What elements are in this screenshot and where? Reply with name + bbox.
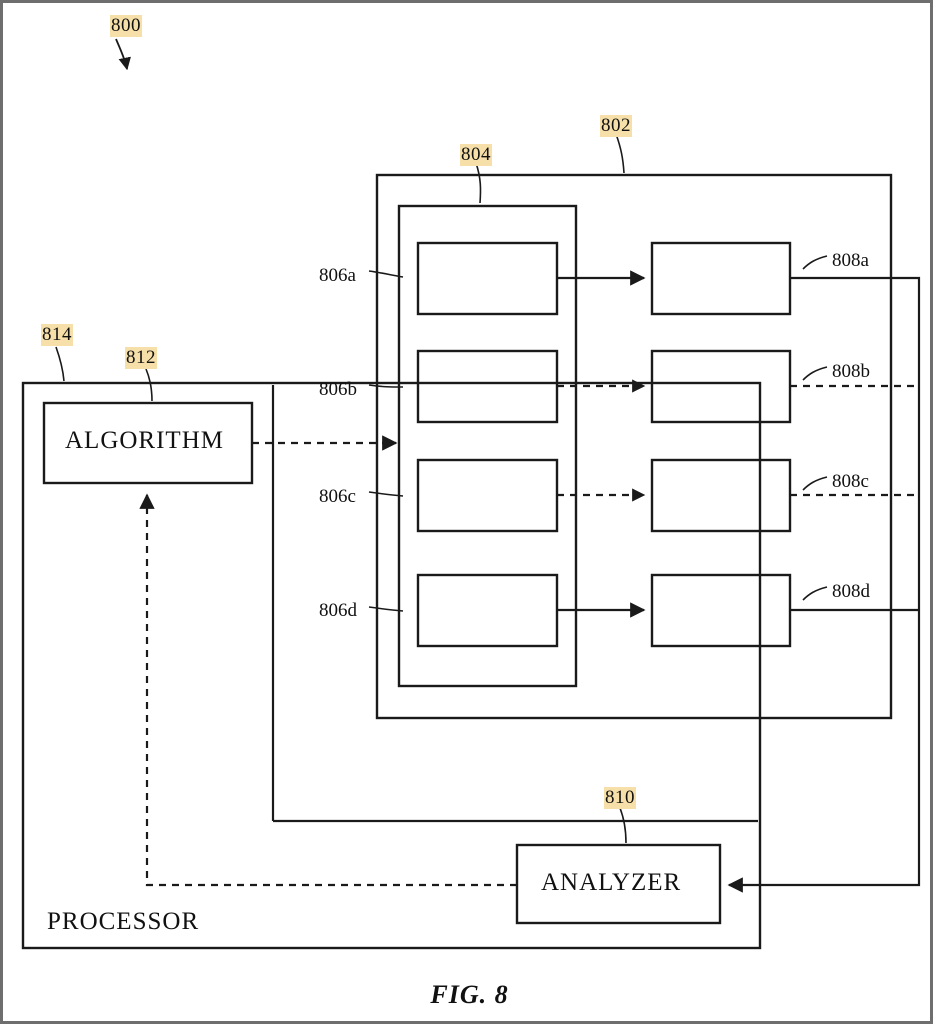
ref-numeral-808a: 808a (832, 250, 869, 271)
ref-numeral-810: 810 (605, 787, 635, 808)
ref-numeral-814: 814 (42, 324, 72, 345)
ref-numeral-806a: 806a (319, 265, 356, 286)
ref-numeral-800: 800 (111, 15, 141, 36)
block-808d (652, 575, 790, 646)
lead-line-814 (56, 347, 64, 381)
lead-line-810 (620, 808, 626, 843)
ref-numeral-806c: 806c (319, 486, 356, 507)
ref-numeral-808c: 808c (832, 471, 869, 492)
ref-numeral-802: 802 (601, 115, 631, 136)
block-806a (418, 243, 557, 314)
block-806c (418, 460, 557, 531)
lead-line-808a (803, 256, 827, 269)
ref-numeral-812: 812 (126, 347, 156, 368)
lead-line-812 (146, 369, 152, 401)
analyzer-block-label: ANALYZER (541, 869, 682, 896)
ref-numeral-806b: 806b (319, 379, 357, 400)
group-box-804 (399, 206, 576, 686)
lead-line-800 (116, 39, 127, 69)
lead-line-808d (803, 587, 827, 600)
system-box-802 (377, 175, 891, 718)
algorithm-block-label: ALGORITHM (65, 427, 224, 454)
ref-numeral-808d: 808d (832, 581, 870, 602)
lead-line-804 (476, 163, 481, 203)
connector-analyzer-to-algorithm (147, 495, 517, 885)
block-808c (652, 460, 790, 531)
ref-numeral-806d: 806d (319, 600, 357, 621)
block-806b (418, 351, 557, 422)
block-806d (418, 575, 557, 646)
lead-line-808c (803, 477, 827, 490)
ref-numeral-808b: 808b (832, 361, 870, 382)
block-808b (652, 351, 790, 422)
ref-numeral-804: 804 (461, 144, 491, 165)
lead-line-802 (616, 134, 624, 173)
figure-caption: FIG. 8 (430, 980, 509, 1009)
processor-block-label: PROCESSOR (47, 908, 200, 935)
block-808a (652, 243, 790, 314)
lead-line-808b (803, 367, 827, 380)
processor-box-814 (23, 383, 760, 948)
